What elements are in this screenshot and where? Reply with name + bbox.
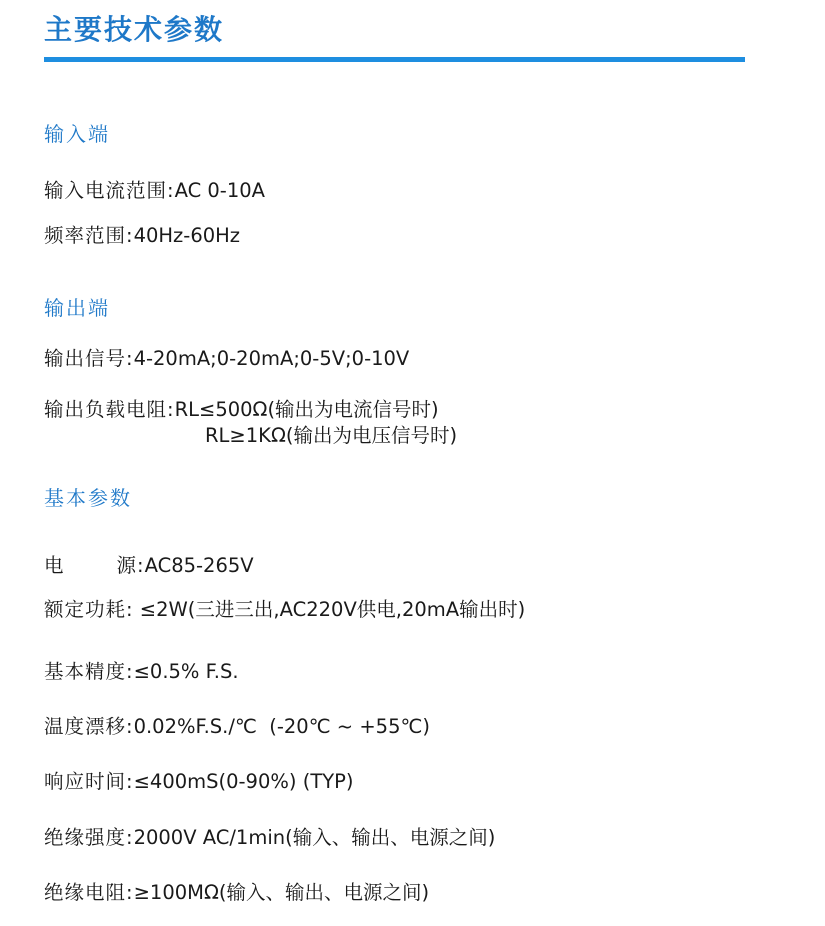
- spec-value: 40Hz-60Hz: [133, 224, 241, 247]
- title-underline: [44, 57, 745, 62]
- spec-value: ≤2W(三进三出,AC220V供电,20mA输出时): [133, 598, 526, 621]
- spec-label: 绝缘电阻:: [44, 881, 134, 904]
- spec-value: ≥100MΩ(输入、输出、电源之间): [133, 881, 430, 904]
- spec-value: RL≤500Ω(输出为电流信号时): [174, 398, 439, 421]
- spec-value: ≤400mS(0-90%) (TYP): [133, 770, 354, 793]
- spec-value: 4-20mA;0-20mA;0-5V;0-10V: [133, 347, 410, 370]
- spec-label: 频率范围:: [44, 224, 134, 247]
- spec-response-time: [44, 768, 354, 796]
- spec-label: 额定功耗:: [44, 598, 134, 621]
- spec-basic-accuracy: [44, 658, 239, 686]
- spec-insulation-resistance: [44, 879, 429, 907]
- spec-label: 输出负载电阻:: [44, 398, 175, 421]
- spec-label: 绝缘强度:: [44, 826, 134, 849]
- spec-label: 基本精度:: [44, 660, 134, 683]
- spec-value: 0.02%F.S./℃ (-20℃ ~ +55℃): [133, 715, 431, 738]
- spec-output-load-resistance: [44, 396, 439, 424]
- spec-label: 输出信号:: [44, 347, 134, 370]
- spec-input-current-range: [44, 177, 265, 205]
- page-title: 主要技术参数: [44, 13, 225, 46]
- spec-frequency-range: [44, 222, 240, 250]
- spec-value: ≤0.5% F.S.: [133, 660, 239, 683]
- spec-output-load-resistance-continuation: RL≥1KΩ(输出为电压信号时): [205, 424, 458, 447]
- section-heading-output: 输出端: [44, 296, 110, 320]
- spec-value: AC85-265V: [144, 554, 254, 577]
- spec-value: 2000V AC/1min(输入、输出、电源之间): [133, 826, 496, 849]
- spec-power-supply: [44, 552, 254, 580]
- spec-insulation-strength: [44, 824, 495, 852]
- section-heading-basic: 基本参数: [44, 486, 132, 510]
- spec-label: 温度漂移:: [44, 715, 134, 738]
- spec-label: 输入电流范围:: [44, 179, 175, 202]
- spec-temperature-drift: [44, 713, 430, 741]
- spec-value: AC 0-10A: [174, 179, 265, 202]
- spec-output-signal: [44, 345, 409, 373]
- section-heading-input: 输入端: [44, 122, 110, 146]
- spec-label-second: 源:: [116, 554, 145, 577]
- spec-rated-power: [44, 596, 525, 624]
- spec-label-first: 电: [44, 554, 65, 577]
- spec-label: 响应时间:: [44, 770, 134, 793]
